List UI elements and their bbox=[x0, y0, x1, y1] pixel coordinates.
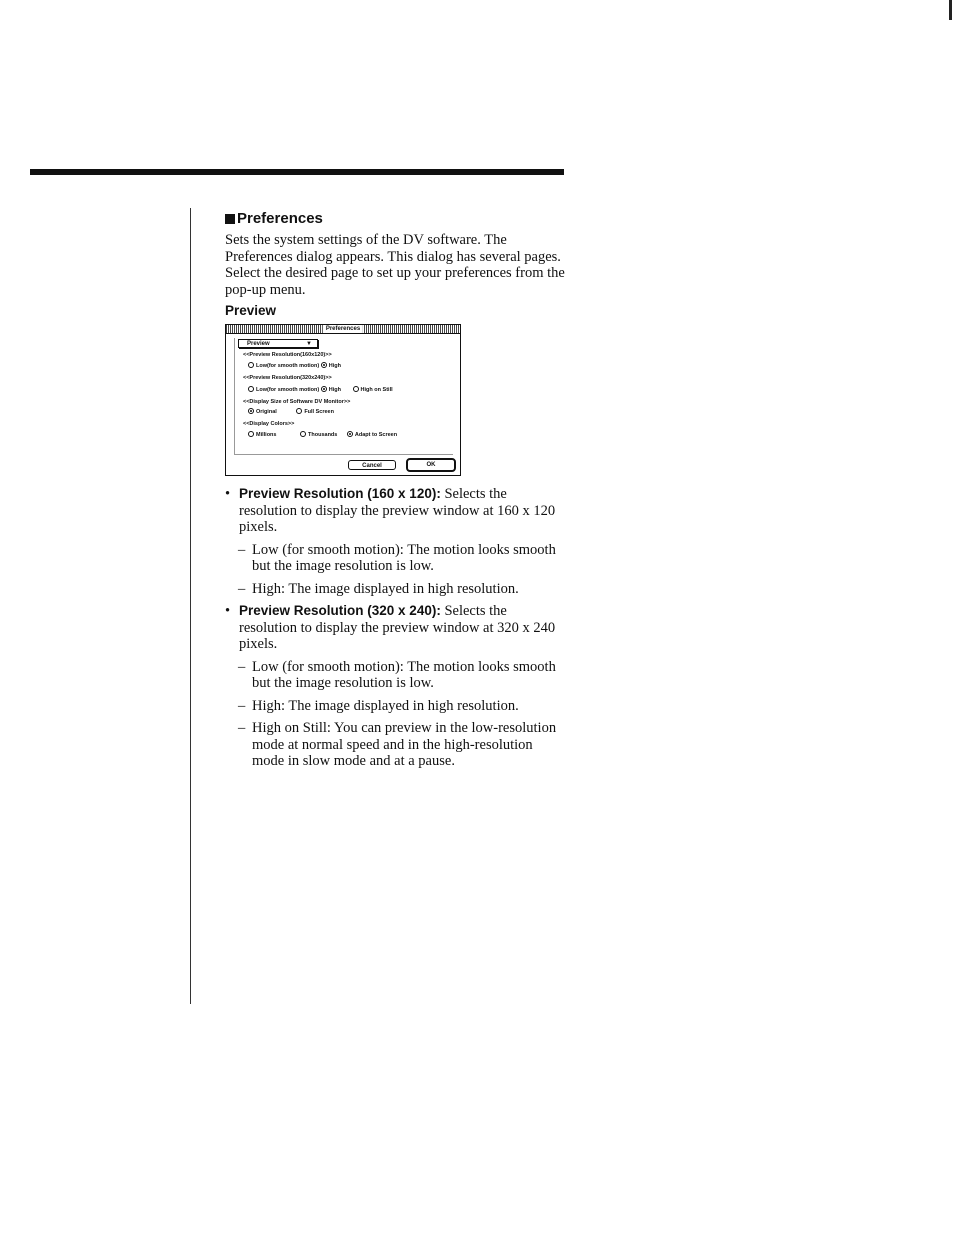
radio-off-icon bbox=[353, 386, 359, 392]
radio-low-320-label: Low(for smooth motion) bbox=[256, 387, 320, 393]
radio-thousands[interactable] bbox=[300, 432, 337, 438]
sub-item bbox=[225, 542, 565, 575]
section-intro: Sets the system settings of the DV software. The Preferences dialog appears. This dialog has several pages. Select the desired page to set up your preferences from the pop-up menu. bbox=[225, 232, 565, 298]
radio-high-320-label: High bbox=[328, 387, 342, 393]
radio-high-320[interactable] bbox=[321, 387, 341, 393]
dash-icon: – bbox=[238, 697, 246, 714]
preferences-dialog bbox=[225, 324, 461, 476]
radio-adapt-to-screen[interactable] bbox=[347, 432, 397, 438]
dialog-title: Preferences bbox=[323, 325, 363, 333]
radio-off-icon bbox=[248, 362, 254, 368]
group-display-colors-options bbox=[248, 431, 397, 439]
main-content bbox=[225, 210, 565, 776]
radio-original-label: Original bbox=[256, 409, 277, 415]
item-text: Selects the resolution to display the preview window at 160 x 120 pixels. bbox=[239, 486, 556, 535]
square-bullet-icon bbox=[225, 214, 235, 224]
ok-button[interactable]: OK bbox=[406, 458, 456, 472]
radio-off-icon bbox=[296, 408, 302, 414]
dash-icon: – bbox=[238, 541, 246, 558]
group-label-res160: <<Preview Resolution(160x120)>> bbox=[243, 352, 332, 358]
radio-high-160[interactable] bbox=[321, 363, 341, 369]
radio-off-icon bbox=[248, 431, 254, 437]
page-popup-menu[interactable] bbox=[238, 339, 318, 348]
radio-full-screen-label: Full Screen bbox=[304, 409, 334, 415]
radio-thousands-label: Thousands bbox=[308, 432, 338, 438]
list-item bbox=[225, 603, 565, 653]
subsection-title: Preview bbox=[225, 303, 277, 318]
sub-item bbox=[225, 581, 565, 598]
dialog-title-bar bbox=[226, 325, 460, 334]
item-label: Preview Resolution (320 x 240): bbox=[239, 603, 441, 618]
sub-item bbox=[225, 720, 565, 770]
popup-value: Preview bbox=[247, 341, 270, 347]
radio-low-160-label: Low(for smooth motion) bbox=[256, 363, 320, 369]
cancel-button[interactable]: Cancel bbox=[348, 460, 396, 470]
sub-item-text: Low (for smooth motion): The motion looks smooth but the image resolution is low. bbox=[252, 658, 556, 691]
left-margin-rule bbox=[190, 208, 191, 1004]
option-list bbox=[225, 486, 565, 770]
group-label-res320: <<Preview Resolution(320x240)>> bbox=[243, 375, 332, 381]
triangle-down-icon: ▼ bbox=[306, 341, 312, 347]
group-label-display-colors: <<Display Colors>> bbox=[243, 421, 295, 427]
group-res320-options bbox=[248, 386, 393, 394]
sub-item-text: High: The image displayed in high resolution. bbox=[252, 580, 519, 597]
list-item bbox=[225, 486, 565, 536]
section-heading bbox=[225, 210, 565, 227]
radio-off-icon bbox=[248, 386, 254, 392]
radio-millions-label: Millions bbox=[256, 432, 277, 438]
radio-high-160-label: High bbox=[328, 363, 342, 369]
sub-item-text: Low (for smooth motion): The motion looks smooth but the image resolution is low. bbox=[252, 541, 556, 574]
radio-millions[interactable] bbox=[248, 432, 276, 438]
sub-item bbox=[225, 659, 565, 692]
radio-on-icon bbox=[321, 386, 327, 392]
radio-high-on-still[interactable] bbox=[353, 387, 393, 393]
radio-on-icon bbox=[321, 362, 327, 368]
radio-original[interactable] bbox=[248, 409, 277, 415]
group-res160-options bbox=[248, 362, 341, 370]
edge-mark bbox=[949, 0, 952, 20]
item-text: Selects the resolution to display the preview window at 320 x 240 pixels. bbox=[239, 603, 556, 652]
section-title: Preferences bbox=[237, 210, 323, 227]
radio-on-icon bbox=[347, 431, 353, 437]
radio-adapt-to-screen-label: Adapt to Screen bbox=[354, 432, 398, 438]
sub-item bbox=[225, 698, 565, 715]
radio-high-on-still-label: High on Still bbox=[360, 387, 393, 393]
bullet-icon: • bbox=[225, 486, 231, 502]
dash-icon: – bbox=[238, 720, 246, 736]
radio-full-screen[interactable] bbox=[296, 409, 334, 415]
radio-low-160[interactable] bbox=[248, 363, 319, 369]
bullet-icon: • bbox=[225, 603, 231, 619]
sub-item-text: High on Still: You can preview in the low-resolution mode at normal speed and in the high-resolution mode in slow mode and at a pause. bbox=[252, 720, 557, 769]
item-label: Preview Resolution (160 x 120): bbox=[239, 486, 441, 501]
dash-icon: – bbox=[238, 658, 246, 675]
top-rule bbox=[30, 169, 564, 175]
radio-low-320[interactable] bbox=[248, 387, 319, 393]
dash-icon: – bbox=[238, 580, 246, 597]
radio-on-icon bbox=[248, 408, 254, 414]
sub-item-text: High: The image displayed in high resolution. bbox=[252, 697, 519, 714]
group-label-monitor-size: <<Display Size of Software DV Monitor>> bbox=[243, 399, 351, 405]
radio-off-icon bbox=[300, 431, 306, 437]
group-monitor-size-options bbox=[248, 408, 334, 416]
